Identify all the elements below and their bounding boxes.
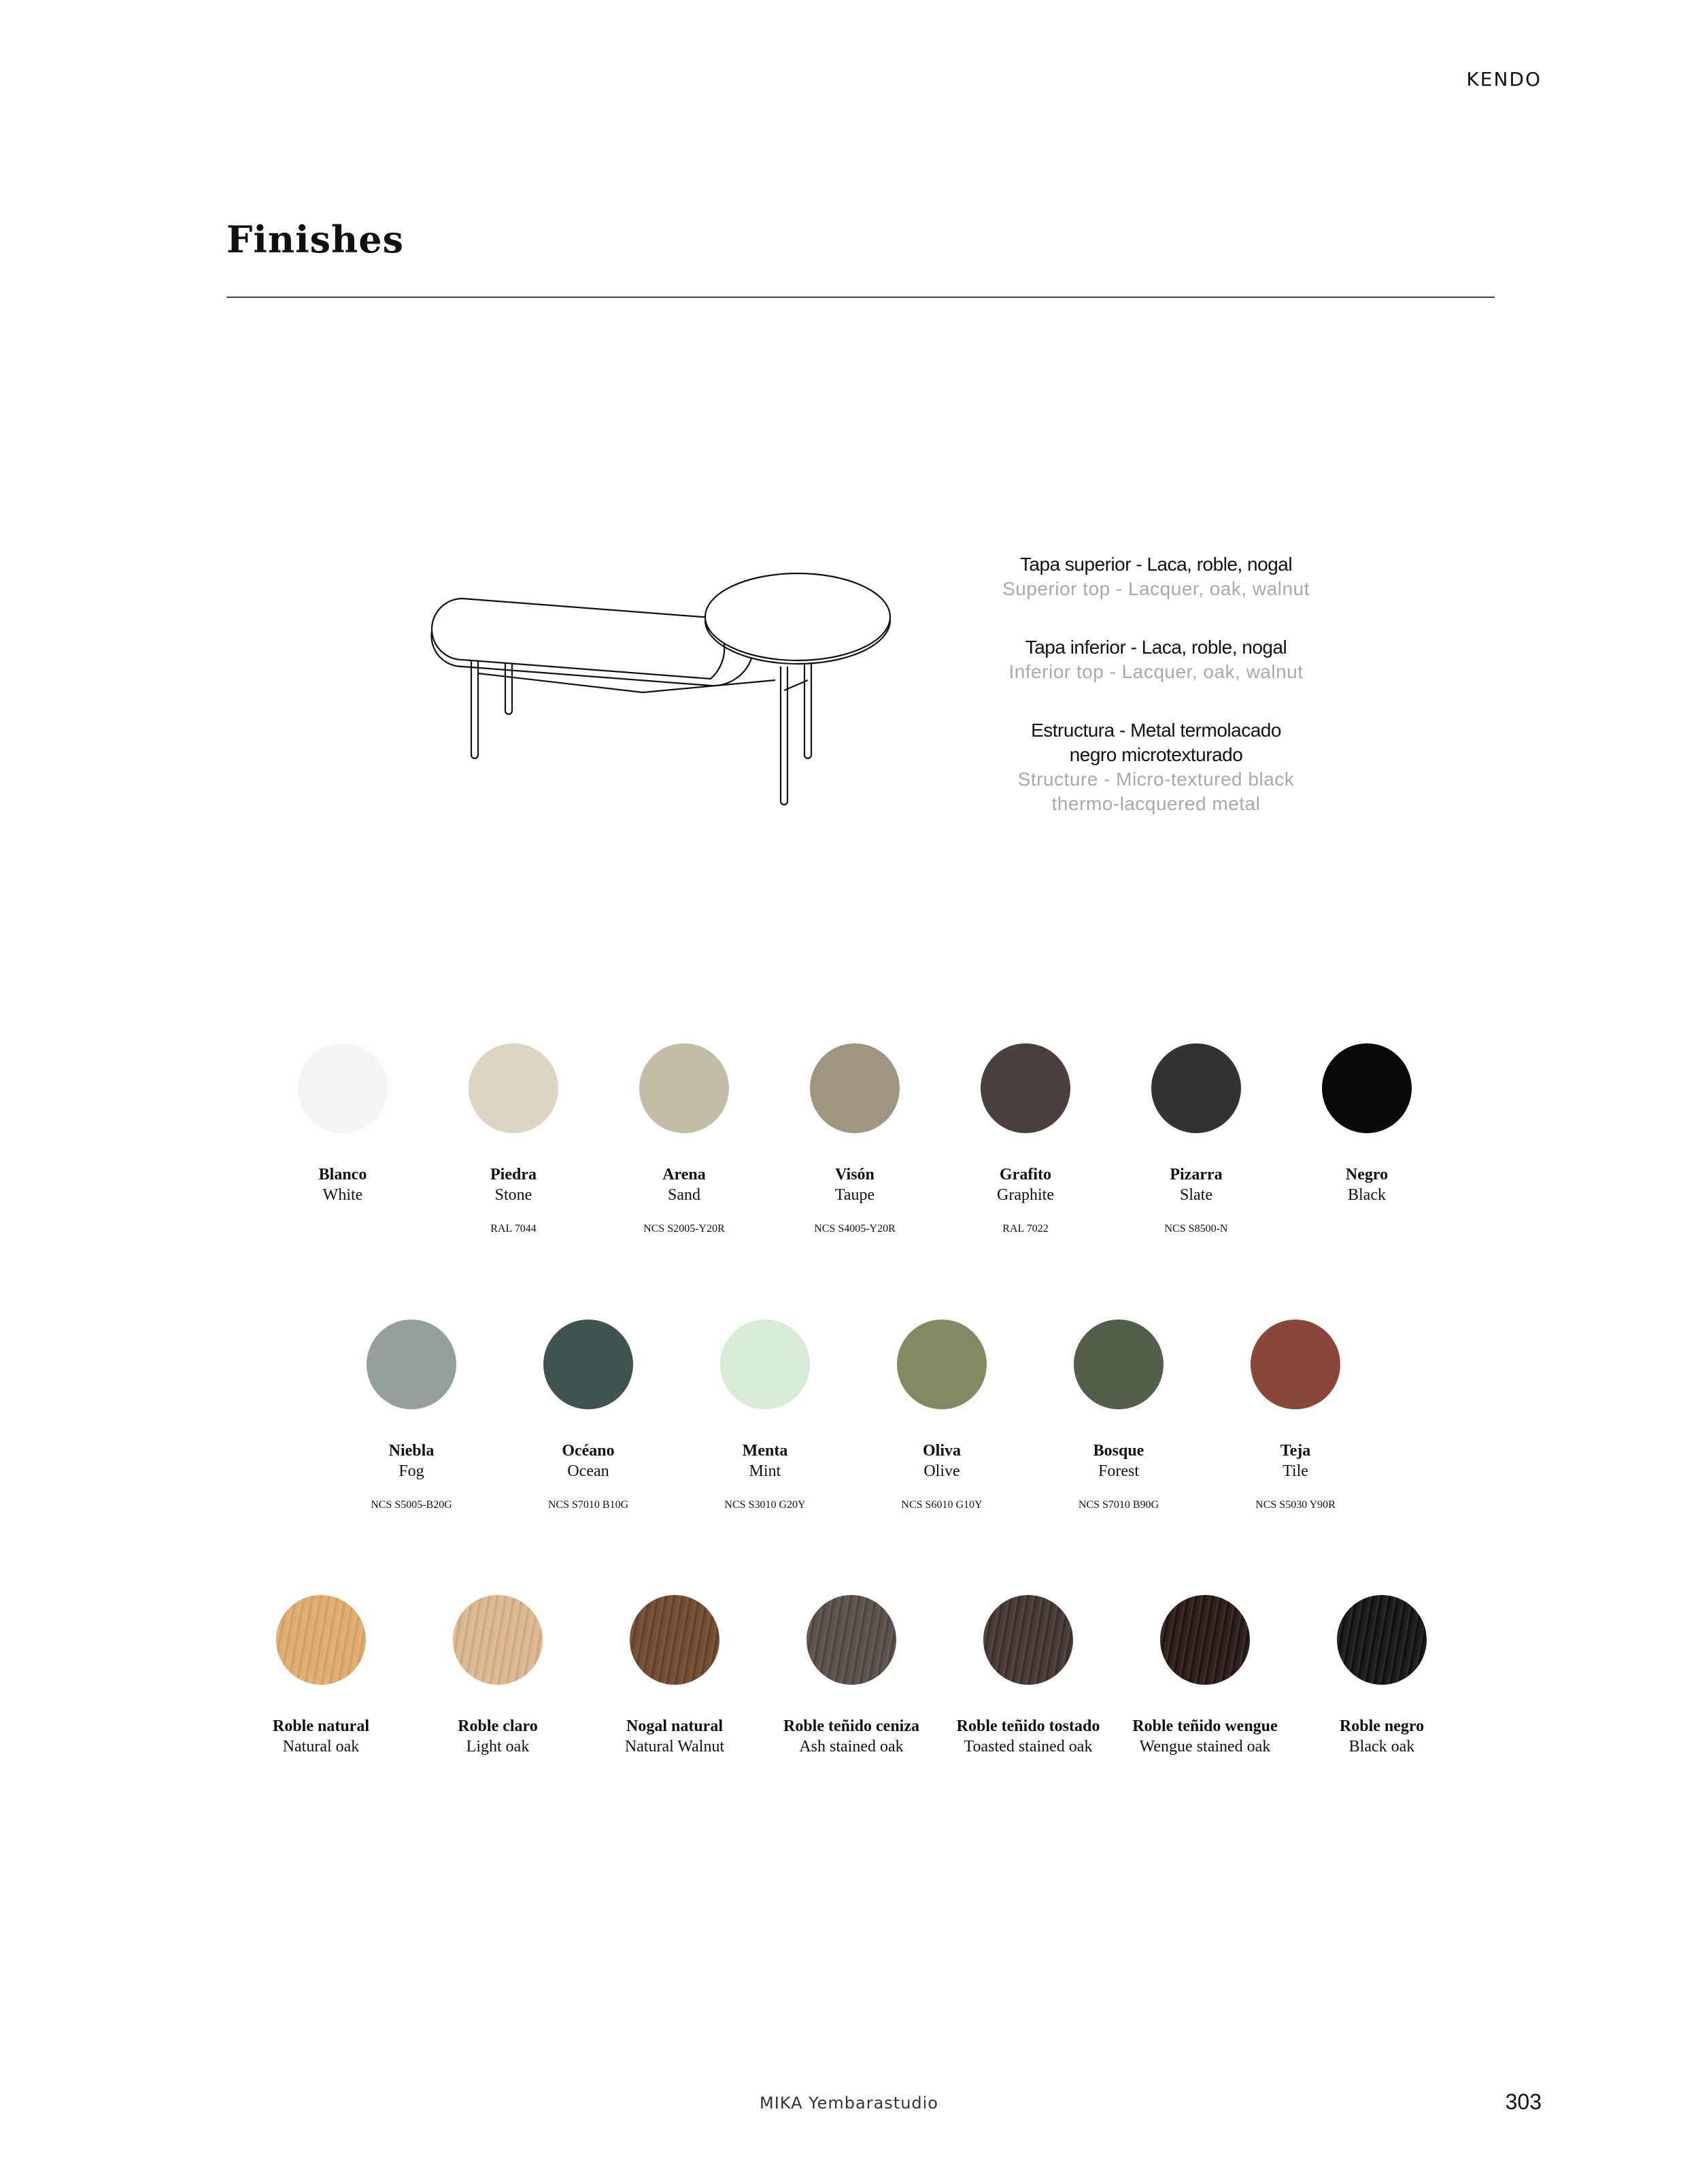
swatch-name: Niebla (388, 1442, 435, 1460)
swatch-oliva[interactable] (853, 1320, 1030, 1513)
swatch-grafito[interactable] (937, 1043, 1114, 1237)
swatch-name: Blanco (318, 1166, 367, 1183)
swatch-name: Oliva (922, 1442, 961, 1460)
swatch-code: NCS S7010 B10G (547, 1499, 629, 1511)
swatch-negro[interactable] (1278, 1043, 1455, 1237)
swatch-name: Roble teñido tostado (956, 1717, 1100, 1735)
wood-dot (806, 1595, 896, 1685)
swatch-code: NCS S5030 Y90R (1255, 1499, 1336, 1511)
swatch-roble-tenido-ceniza[interactable] (763, 1595, 940, 1757)
color-dot (1074, 1320, 1164, 1409)
swatch-name-en: Forest (1098, 1462, 1139, 1480)
swatch-name: Océano (562, 1442, 615, 1460)
color-dot (810, 1043, 900, 1133)
swatch-code: RAL 7044 (490, 1223, 537, 1234)
wood-dot (983, 1595, 1073, 1685)
swatch-name-en: Fog (398, 1462, 424, 1480)
swatch-code: NCS S3010 G20Y (724, 1499, 806, 1511)
swatch-name: Arena (662, 1166, 706, 1183)
swatch-nogal-natural[interactable] (586, 1595, 763, 1757)
swatch-roble-natural[interactable] (233, 1595, 409, 1757)
swatch-name-en: Toasted stained oak (964, 1738, 1093, 1755)
swatch-name-en: White (322, 1186, 363, 1204)
color-dot (897, 1320, 987, 1409)
spec-bottom (966, 635, 1346, 684)
wood-dot (276, 1595, 366, 1685)
swatch-blanco[interactable] (254, 1043, 431, 1237)
swatch-name-en: Tile (1283, 1462, 1308, 1480)
swatch-name: Menta (742, 1442, 788, 1460)
brand-name: KENDO (1466, 68, 1542, 90)
wood-dot (1337, 1595, 1427, 1685)
swatch-piedra[interactable] (425, 1043, 602, 1237)
color-dot (639, 1043, 729, 1133)
swatch-roble-tenido-wengue[interactable] (1117, 1595, 1293, 1757)
swatch-code: NCS S6010 G10Y (901, 1499, 983, 1511)
swatch-name: Roble natural (272, 1717, 369, 1735)
color-dot (367, 1320, 456, 1409)
swatch-teja[interactable] (1207, 1320, 1384, 1513)
swatch-roble-negro[interactable] (1293, 1595, 1470, 1757)
swatch-niebla[interactable] (323, 1320, 500, 1513)
swatch-name: Negro (1345, 1166, 1389, 1183)
swatch-name-en: Black oak (1348, 1738, 1415, 1755)
swatch-name-en: Taupe (834, 1186, 875, 1204)
color-dot (469, 1043, 558, 1133)
swatch-code (1278, 1223, 1455, 1237)
specifications (966, 552, 1346, 850)
swatch-code: NCS S4005-Y20R (814, 1223, 896, 1234)
color-dot (543, 1320, 633, 1409)
swatch-code: NCS S5005-B20G (371, 1499, 452, 1511)
swatch-roble-tenido-tostado[interactable] (940, 1595, 1117, 1757)
swatch-name-en: Ocean (567, 1462, 609, 1480)
swatch-name-en: Natural oak (282, 1738, 360, 1755)
page-title: Finishes (226, 218, 405, 261)
swatch-name: Roble teñido wengue (1132, 1717, 1278, 1735)
swatch-name-en: Mint (749, 1462, 781, 1480)
color-dot (720, 1320, 810, 1409)
color-dot (1251, 1320, 1340, 1409)
swatch-arena[interactable] (596, 1043, 772, 1237)
swatch-oceano[interactable] (500, 1320, 677, 1513)
spec-en: Structure - Micro-textured black thermo-lacquered metal (1017, 769, 1295, 814)
swatch-name: Pizarra (1170, 1166, 1223, 1183)
swatch-name: Nogal natural (626, 1717, 723, 1735)
wood-dot (630, 1595, 719, 1685)
title-divider (226, 297, 1495, 298)
swatch-roble-claro[interactable] (409, 1595, 586, 1757)
spec-structure (1013, 718, 1299, 816)
footer-studio: MIKA Yembarastudio (760, 2094, 938, 2113)
swatch-name: Piedra (490, 1166, 537, 1183)
swatch-name: Roble teñido ceniza (783, 1717, 919, 1735)
wood-dot (1160, 1595, 1250, 1685)
spec-en: Superior top - Lacquer, oak, walnut (1002, 578, 1310, 599)
swatch-name-en: Sand (668, 1186, 700, 1204)
swatch-name-en: Graphite (997, 1186, 1054, 1204)
swatch-name: Roble negro (1339, 1717, 1425, 1735)
swatch-name-en: Natural Walnut (624, 1738, 725, 1755)
swatch-pizarra[interactable] (1108, 1043, 1285, 1237)
swatch-bosque[interactable] (1030, 1320, 1207, 1513)
swatch-name-en: Light oak (466, 1738, 530, 1755)
swatch-name-en: Wengue stained oak (1139, 1738, 1271, 1755)
table-line-drawing (408, 558, 911, 816)
swatch-name-en: Stone (494, 1186, 532, 1204)
swatch-name: Teja (1280, 1442, 1311, 1460)
color-dot (981, 1043, 1070, 1133)
swatch-code: NCS S7010 B90G (1078, 1499, 1159, 1511)
swatch-name: Bosque (1093, 1442, 1144, 1460)
swatch-code (254, 1223, 431, 1237)
swatch-name: Roble claro (458, 1717, 538, 1735)
swatch-name-en: Slate (1180, 1186, 1212, 1204)
swatch-code: NCS S8500-N (1164, 1223, 1228, 1234)
spec-es: Tapa inferior - Laca, roble, nogal (1025, 637, 1287, 658)
spec-es: Estructura - Metal termolacado negro microtexturado (1031, 720, 1281, 765)
spec-en: Inferior top - Lacquer, oak, walnut (1008, 661, 1304, 682)
swatch-name: Visón (835, 1166, 875, 1183)
color-dot (1151, 1043, 1241, 1133)
swatch-name-en: Olive (923, 1462, 960, 1480)
wood-dot (453, 1595, 543, 1685)
spec-top (966, 552, 1346, 601)
spec-es: Tapa superior - Laca, roble, nogal (1019, 554, 1293, 575)
swatch-name-en: Black (1348, 1186, 1386, 1204)
swatch-name: Grafito (1000, 1166, 1051, 1183)
page-number: 303 (1505, 2089, 1542, 2114)
color-dot (298, 1043, 388, 1133)
swatch-code: NCS S2005-Y20R (643, 1223, 725, 1234)
swatch-menta[interactable] (677, 1320, 853, 1513)
swatch-vison[interactable] (766, 1043, 943, 1237)
swatch-code: RAL 7022 (1002, 1223, 1049, 1234)
swatch-name-en: Ash stained oak (799, 1738, 904, 1755)
color-dot (1322, 1043, 1412, 1133)
